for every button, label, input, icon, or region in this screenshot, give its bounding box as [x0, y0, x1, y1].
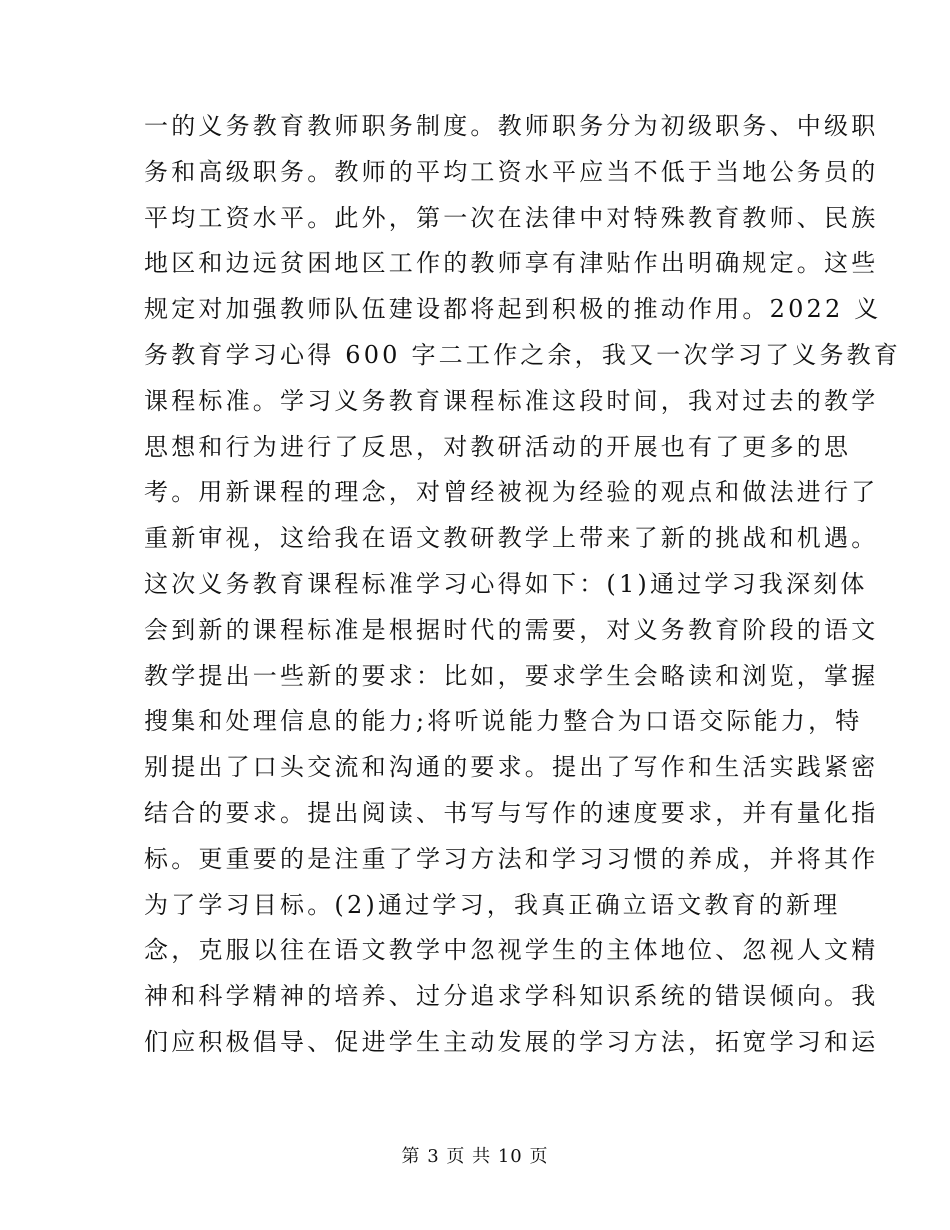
text-line-11: 这次义务教育课程标准学习心得如下：(1)通过学习我深刻体: [144, 569, 868, 598]
text-line-14: 搜集和处理信息的能力;将听说能力整合为口语交际能力，特: [144, 707, 863, 736]
text-line-2: 务和高级职务。教师的平均工资水平应当不低于当地公务员的: [144, 157, 879, 186]
text-line-12: 会到新的课程标准是根据时代的需要，对义务教育阶段的语文: [144, 615, 879, 644]
text-line-13: 教学提出一些新的要求：比如，要求学生会略读和浏览，掌握: [144, 661, 879, 690]
text-line-17: 标。更重要的是注重了学习方法和学习习惯的养成，并将其作: [144, 844, 879, 873]
text-line-21: 们应积极倡导、促进学生主动发展的学习方法，拓宽学习和运: [144, 1027, 879, 1056]
page-number-footer: 第 3 页 共 10 页: [401, 1146, 549, 1167]
text-line-15: 别提出了口头交流和沟通的要求。提出了写作和生活实践紧密: [144, 753, 879, 782]
text-line-19: 念，克服以往在语文教学中忽视学生的主体地位、忽视人文精: [144, 936, 879, 965]
body-text: [144, 104, 902, 1066]
text-line-7: 课程标准。学习义务教育课程标准这段时间，我对过去的教学: [144, 386, 879, 415]
text-line-6: 务教育学习心得 600 字二工作之余，我又一次学习了义务教育: [144, 340, 902, 369]
text-line-20: 神和科学精神的培养、过分追求学科知识系统的错误倾向。我: [144, 982, 879, 1011]
text-line-1: 一的义务教育教师职务制度。教师职务分为初级职务、中级职: [144, 112, 879, 140]
text-line-18: 为了学习目标。(2)通过学习，我真正确立语文教育的新理: [144, 890, 841, 919]
text-line-10: 重新审视，这给我在语文教研教学上带来了新的挑战和机遇。: [144, 524, 879, 553]
text-line-5: 规定对加强教师队伍建设都将起到积极的推动作用。2022 义: [144, 295, 882, 324]
text-line-9: 考。用新课程的理念，对曾经被视为经验的观点和做法进行了: [144, 478, 879, 507]
text-line-8: 思想和行为进行了反思，对教研活动的开展也有了更多的思: [144, 432, 852, 461]
text-line-16: 结合的要求。提出阅读、书写与写作的速度要求，并有量化指: [144, 798, 879, 827]
text-line-3: 平均工资水平。此外，第一次在法律中对特殊教育教师、民族: [144, 203, 879, 232]
text-line-4: 地区和边远贫困地区工作的教师享有津贴作出明确规定。这些: [144, 249, 879, 278]
